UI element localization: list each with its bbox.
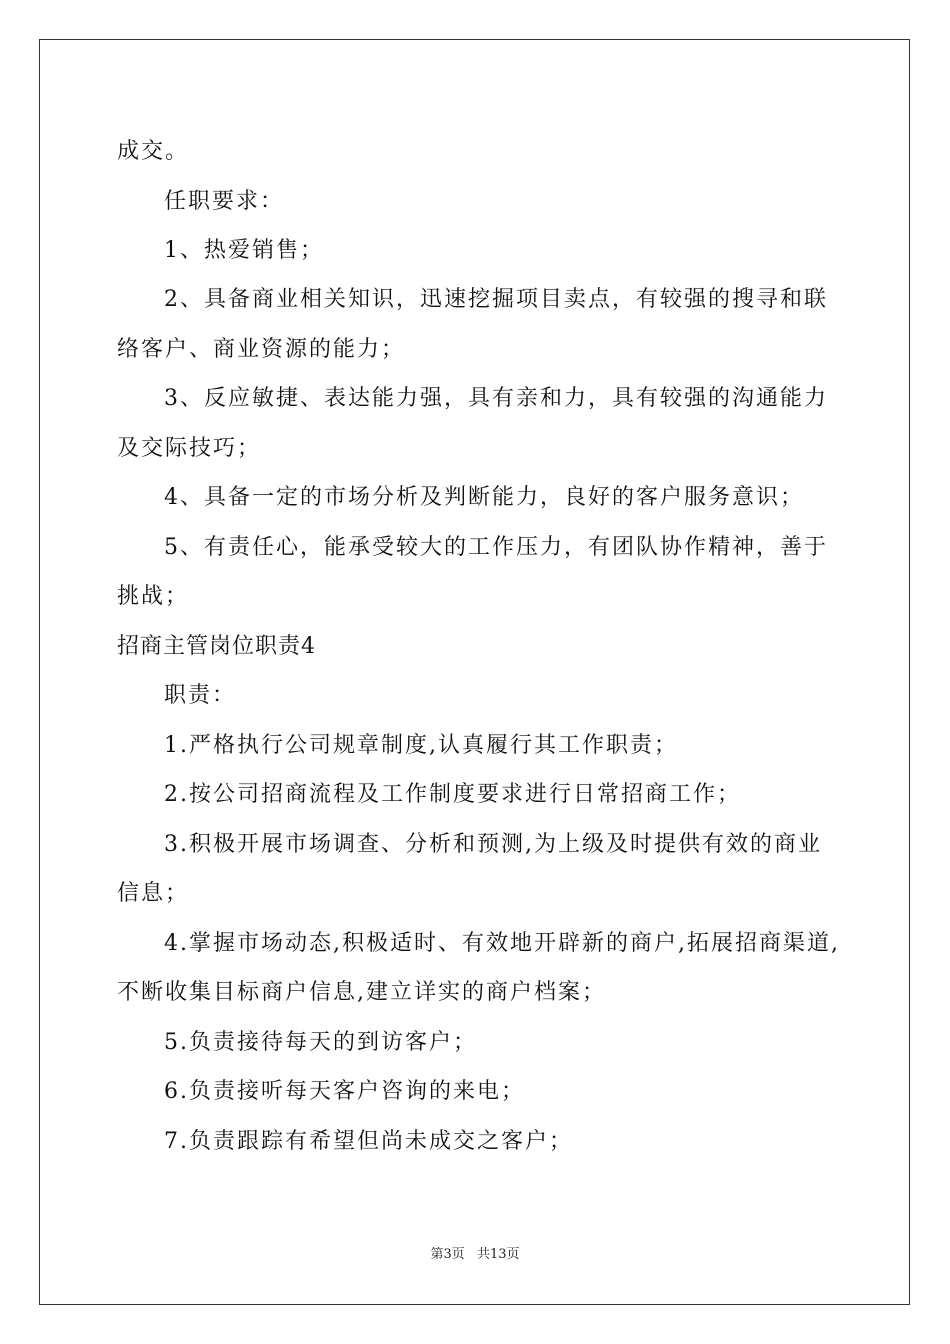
text-line: 成交。	[117, 139, 190, 164]
text-line: 3.积极开展市场调查、分析和预测,为上级及时提供有效的商业	[164, 832, 822, 857]
text-line: 2.按公司招商流程及工作制度要求进行日常招商工作；	[164, 782, 741, 807]
text-line: 4、具备一定的市场分析及判断能力，良好的客户服务意识；	[164, 485, 804, 510]
text-line: 职责：	[164, 683, 237, 708]
text-line: 1.严格执行公司规章制度,认真履行其工作职责；	[164, 733, 678, 758]
page-total: 共13页	[476, 1247, 520, 1262]
text-line: 信息；	[117, 881, 190, 906]
text-line: 不断收集目标商户信息,建立详实的商户档案；	[117, 980, 606, 1005]
page-number: 第3页	[430, 1247, 465, 1262]
text-line: 3、反应敏捷、表达能力强，具有亲和力，具有较强的沟通能力	[164, 386, 828, 411]
page-border	[39, 39, 910, 1305]
text-line: 7.负责跟踪有希望但尚未成交之客户；	[164, 1129, 573, 1154]
text-line: 任职要求：	[164, 189, 285, 214]
page-footer	[0, 1246, 950, 1264]
text-line: 1、热爱销售；	[164, 238, 324, 263]
text-line: 4.掌握市场动态,积极适时、有效地开辟新的商户,拓展招商渠道,	[164, 931, 840, 956]
text-line: 6.负责接听每天客户咨询的来电；	[164, 1079, 525, 1104]
text-line: 络客户、商业资源的能力；	[117, 337, 406, 362]
text-line: 及交际技巧；	[117, 436, 262, 461]
text-line: 5.负责接待每天的到访客户；	[164, 1030, 477, 1055]
text-line: 2、具备商业相关知识，迅速挖掘项目卖点，有较强的搜寻和联	[164, 287, 828, 312]
section-heading: 招商主管岗位职责4	[117, 634, 316, 659]
text-line: 挑战；	[117, 584, 190, 609]
text-line: 5、有责任心，能承受较大的工作压力，有团队协作精神，善于	[164, 535, 828, 560]
